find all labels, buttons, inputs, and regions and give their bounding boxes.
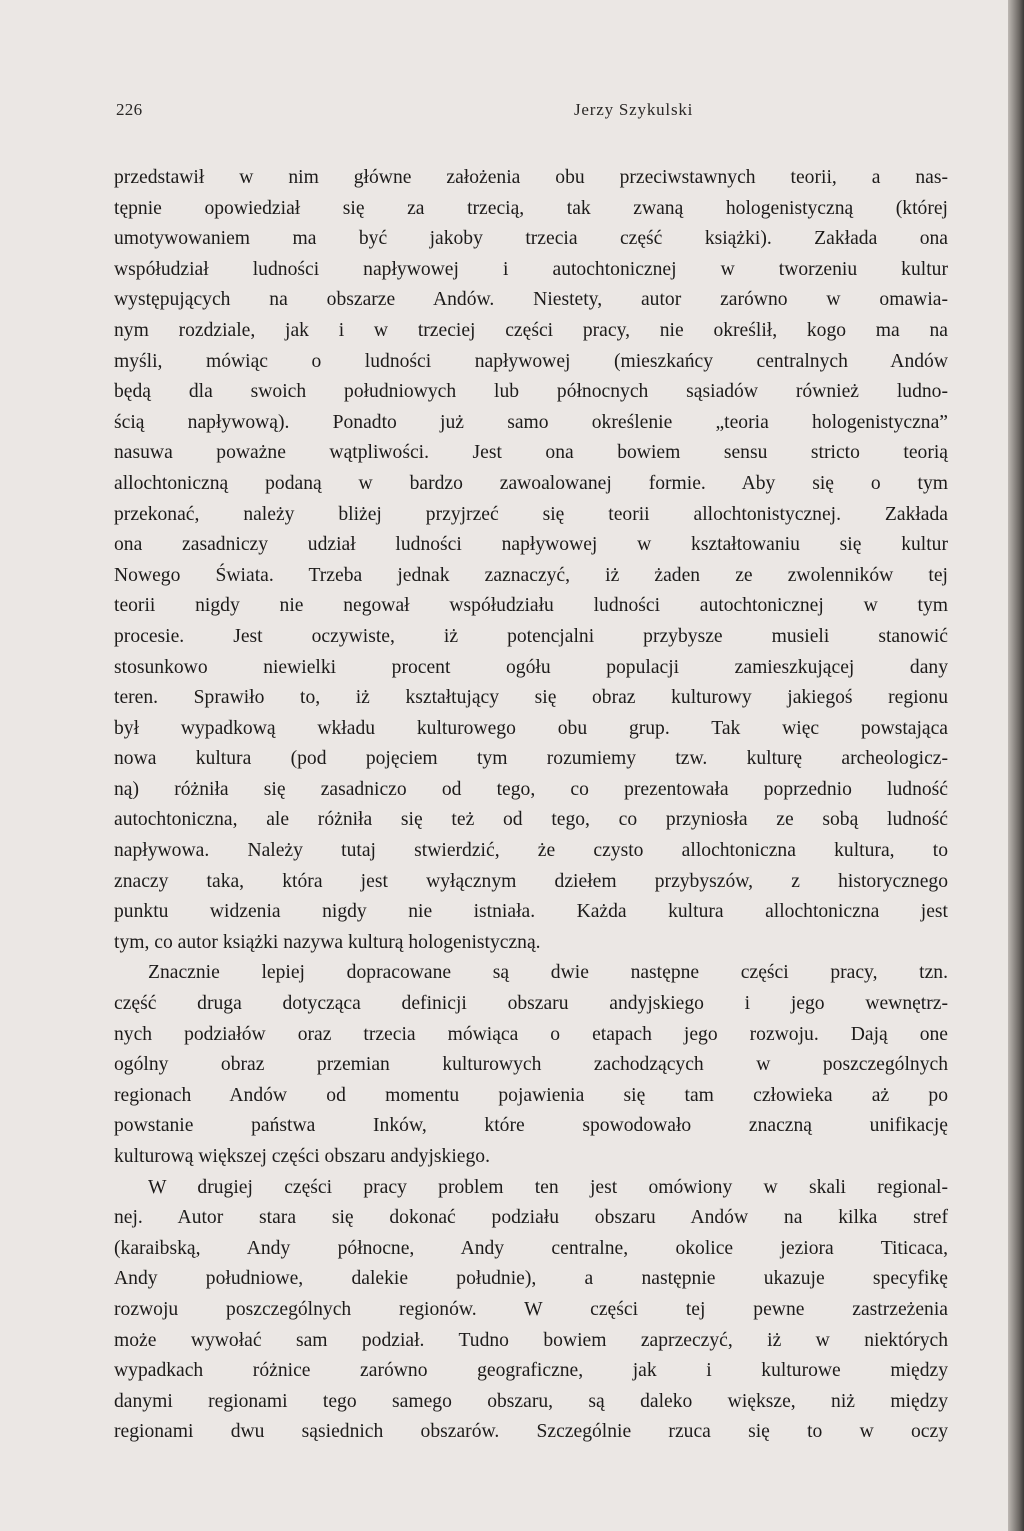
text-line: nej. Autor stara się dokonać podziału obszaru Andów na kilka stref — [114, 1207, 948, 1229]
text-line: danymi regionami tego samego obszaru, są daleko większe, niż między — [114, 1390, 948, 1412]
binding-edge — [1008, 0, 1024, 1531]
text-line: Nowego Świata. Trzeba jednak zaznaczyć, iż żaden ze zwolenników tej — [114, 564, 948, 586]
text-line: ogólny obraz przemian kulturowych zachodzących w poszczególnych — [114, 1054, 948, 1076]
page-header — [116, 100, 946, 128]
text-line: nowa kultura (pod pojęciem tym rozumiemy tzw. kulturę archeologicz- — [114, 748, 948, 770]
text-line: regionach Andów od momentu pojawienia się tam człowieka aż po — [114, 1084, 948, 1106]
text-line: teren. Sprawiło to, iż kształtujący się obraz kulturowy jakiegoś regionu — [114, 687, 948, 709]
text-line: był wypadkową wkładu kulturowego obu grup. Tak więc powstająca — [114, 717, 948, 739]
text-line: umotywowaniem ma być jakoby trzecia część książki). Zakłada ona — [114, 228, 948, 250]
text-line: Andy południowe, dalekie południe), a następnie ukazuje specyfikę — [114, 1268, 948, 1290]
paragraph-first-line: W drugiej części pracy problem ten jest omówiony w skali regional- — [148, 1176, 948, 1198]
text-line: rozwoju poszczególnych regionów. W części tej pewne zastrzeżenia — [114, 1298, 948, 1320]
text-line: regionami dwu sąsiednich obszarów. Szczególnie rzuca się to w oczy — [114, 1421, 948, 1443]
text-line: nych podziałów oraz trzecia mówiąca o etapach jego rozwoju. Dają one — [114, 1023, 948, 1045]
text-line: nasuwa poważne wątpliwości. Jest ona bowiem sensu stricto teorią — [114, 442, 948, 464]
text-line: może wywołać sam podział. Tudno bowiem zaprzeczyć, iż w niektórych — [114, 1329, 948, 1351]
text-line: stosunkowo niewielki procent ogółu populacji zamieszkującej dany — [114, 656, 948, 678]
text-line: nym rozdziale, jak i w trzeciej części pracy, nie określił, kogo ma na — [114, 319, 948, 341]
text-line: przedstawił w nim główne założenia obu przeciwstawnych teorii, a nas- — [114, 167, 948, 188]
text-line: autochtoniczna, ale różniła się też od tego, co przyniosła ze sobą ludność — [114, 809, 948, 831]
text-line: ona zasadniczy udział ludności napływowej w kształtowaniu się kultur — [114, 534, 948, 556]
body-text — [114, 163, 948, 1448]
text-line: współudział ludności napływowej i autochtonicznej w tworzeniu kultur — [114, 258, 948, 280]
text-line: punktu widzenia nigdy nie istniała. Każda kultura allochtoniczna jest — [114, 901, 948, 923]
text-line: tępnie opowiedział się za trzecią, tak zwaną hologenistyczną (której — [114, 197, 948, 219]
text-line: znaczy taka, która jest wyłącznym dziełem przybyszów, z historycznego — [114, 870, 948, 892]
text-line: ścią napływową). Ponadto już samo określenie „teoria hologenistyczna” — [114, 411, 948, 433]
text-line: przekonać, należy bliżej przyjrzeć się teorii allochtonistycznej. Zakłada — [114, 503, 948, 525]
text-line: allochtoniczną podaną w bardzo zawoalowanej formie. Aby się o tym — [114, 472, 948, 494]
running-head-author: Jerzy Szykulski — [574, 100, 694, 119]
text-line: powstanie państwa Inków, które spowodowało znaczną unifikację — [114, 1115, 948, 1137]
page-number: 226 — [116, 100, 143, 119]
text-line: kulturową większej części obszaru andyjskiego. — [114, 1146, 490, 1167]
text-line: wypadkach różnice zarówno geograficzne, jak i kulturowe między — [114, 1360, 948, 1382]
text-line: teorii nigdy nie negował współudziału ludności autochtonicznej w tym — [114, 595, 948, 617]
text-line: będą dla swoich południowych lub północnych sąsiadów również ludno- — [114, 381, 948, 403]
text-line: napływowa. Należy tutaj stwierdzić, że czysto allochtoniczna kultura, to — [114, 840, 948, 862]
text-line: (karaibską, Andy północne, Andy centralne, okolice jeziora Titicaca, — [114, 1237, 948, 1259]
text-line: procesie. Jest oczywiste, iż potencjalni przybysze musieli stanowić — [114, 625, 948, 647]
paragraph-first-line: Znacznie lepiej dopracowane są dwie następne części pracy, tzn. — [148, 962, 948, 984]
text-line: tym, co autor książki nazywa kulturą hologenistyczną. — [114, 931, 541, 953]
text-line: myśli, mówiąc o ludności napływowej (mieszkańcy centralnych Andów — [114, 350, 948, 372]
text-line: ną) różniła się zasadniczo od tego, co prezentowała poprzednio ludność — [114, 778, 948, 800]
text-line: część druga dotycząca definicji obszaru andyjskiego i jego wewnętrz- — [114, 993, 948, 1015]
text-line: występujących na obszarze Andów. Niestety, autor zarówno w omawia- — [114, 289, 948, 311]
